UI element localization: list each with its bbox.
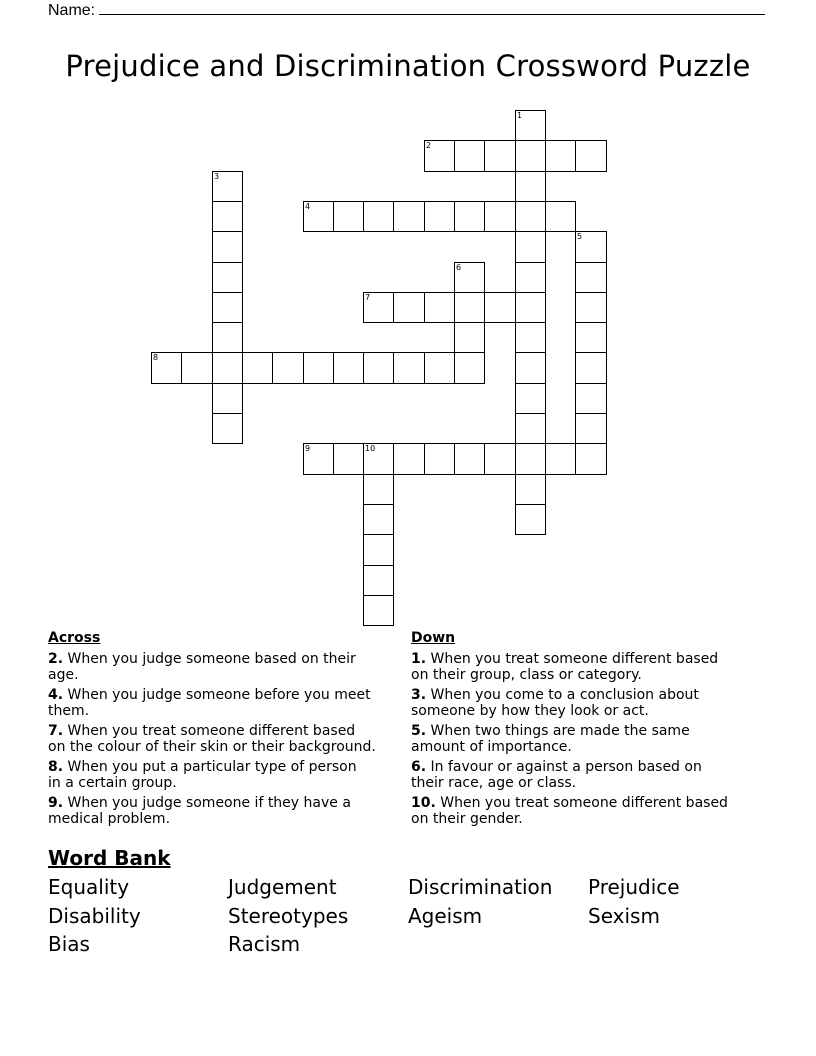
crossword-cell[interactable] — [393, 443, 425, 475]
crossword-cell[interactable] — [424, 140, 455, 172]
crossword-cell[interactable] — [424, 201, 455, 232]
clue-text: them. — [48, 703, 90, 719]
clue-first-line — [411, 759, 771, 775]
clue-text: on their gender. — [411, 811, 523, 827]
clue-label-number: 4. — [48, 687, 64, 703]
crossword-cell[interactable] — [545, 201, 576, 232]
crossword-cell[interactable] — [212, 383, 243, 414]
clue-number: 3 — [214, 172, 220, 181]
crossword-cell[interactable] — [515, 322, 546, 353]
clue-number: 7 — [365, 293, 371, 302]
clue-number: 10 — [365, 444, 376, 453]
crossword-cell[interactable] — [393, 292, 425, 323]
clue-text: When you judge someone based on their — [67, 651, 356, 667]
word-bank-word: Sexism — [588, 903, 660, 928]
crossword-cell[interactable] — [303, 201, 334, 232]
crossword-cell[interactable] — [515, 443, 546, 475]
clue-label-number: 8. — [48, 759, 64, 775]
crossword-cell[interactable] — [515, 352, 546, 384]
crossword-cell[interactable] — [454, 201, 485, 232]
clue-text: their race, age or class. — [411, 775, 577, 791]
crossword-cell[interactable] — [454, 443, 485, 475]
crossword-cell[interactable] — [363, 443, 394, 475]
crossword-cell[interactable] — [515, 140, 546, 172]
crossword-cell[interactable] — [303, 443, 334, 475]
clue-item — [411, 687, 771, 719]
crossword-cell[interactable] — [212, 171, 243, 202]
word-bank-word: Ageism — [408, 903, 483, 928]
crossword-cell[interactable] — [363, 534, 394, 566]
clue-number: 6 — [456, 263, 462, 272]
clue-first-line — [48, 795, 408, 811]
word-bank-word: Judgement — [228, 875, 337, 899]
down-heading: Down — [411, 630, 456, 646]
crossword-cell[interactable] — [212, 231, 243, 263]
crossword-cell[interactable] — [212, 201, 243, 232]
crossword-cell[interactable] — [515, 110, 546, 141]
crossword-cell[interactable] — [363, 595, 394, 626]
crossword-cell[interactable] — [424, 292, 455, 323]
clue-first-line — [411, 723, 771, 739]
crossword-cell[interactable] — [484, 140, 516, 172]
crossword-cell[interactable] — [303, 352, 334, 384]
crossword-cell[interactable] — [393, 201, 425, 232]
clue-first-line — [48, 651, 408, 667]
clue-text: In favour or against a person based on — [430, 759, 702, 775]
crossword-cell[interactable] — [575, 140, 607, 172]
crossword-cell[interactable] — [575, 292, 607, 323]
clue-text: in a certain group. — [48, 775, 177, 791]
crossword-cell[interactable] — [515, 171, 546, 202]
clue-text: When you treat someone different based — [67, 723, 356, 739]
clue-first-line — [411, 651, 771, 667]
crossword-cell[interactable] — [272, 352, 304, 384]
crossword-cell[interactable] — [212, 322, 243, 353]
clue-item — [411, 651, 771, 683]
clue-number: 4 — [305, 202, 311, 211]
word-bank-word: Equality — [48, 875, 130, 899]
clue-item — [48, 651, 408, 683]
clue-first-line — [48, 759, 408, 775]
crossword-cell[interactable] — [363, 474, 394, 505]
crossword-cell[interactable] — [575, 413, 607, 444]
clue-text: amount of importance. — [411, 739, 572, 755]
word-bank-word: Stereotypes — [228, 903, 349, 928]
crossword-cell[interactable] — [242, 352, 273, 384]
clue-first-line — [48, 723, 408, 739]
crossword-cell[interactable] — [212, 413, 243, 444]
clue-label-number: 6. — [411, 759, 427, 775]
clue-item — [48, 687, 408, 719]
crossword-cell[interactable] — [515, 383, 546, 414]
crossword-cell[interactable] — [363, 504, 394, 535]
crossword-cell[interactable] — [454, 262, 485, 293]
crossword-cell[interactable] — [575, 231, 607, 263]
across-clue-list — [48, 651, 408, 827]
clue-label-number: 10. — [411, 795, 436, 811]
page-title: Prejudice and Discrimination Crossword Puzzle — [65, 49, 751, 83]
crossword-cell[interactable] — [515, 292, 546, 323]
crossword-cell[interactable] — [424, 443, 455, 475]
clue-item — [48, 723, 408, 755]
crossword-cell[interactable] — [333, 352, 364, 384]
crossword-cell[interactable] — [212, 352, 243, 384]
clue-label-number: 3. — [411, 687, 427, 703]
crossword-cell[interactable] — [575, 352, 607, 384]
crossword-cell[interactable] — [515, 231, 546, 263]
clue-text: When you judge someone before you meet — [67, 687, 371, 703]
crossword-cell[interactable] — [515, 474, 546, 505]
clue-item — [411, 723, 771, 755]
word-bank-word: Bias — [48, 932, 90, 956]
word-bank-word: Prejudice — [588, 875, 680, 899]
clue-text: When two things are made the same — [430, 723, 690, 739]
crossword-cell[interactable] — [515, 262, 546, 293]
name-field[interactable] — [48, 0, 765, 20]
crossword-cell[interactable] — [575, 322, 607, 353]
clue-item — [411, 795, 771, 827]
clue-number: 1 — [517, 111, 523, 120]
clue-text: medical problem. — [48, 811, 171, 827]
clue-text: on their group, class or category. — [411, 667, 642, 683]
crossword-cell[interactable] — [181, 352, 213, 384]
word-bank-word: Discrimination — [408, 875, 553, 899]
clue-first-line — [411, 795, 771, 811]
crossword-cell[interactable] — [454, 352, 485, 384]
crossword-cell[interactable] — [515, 504, 546, 535]
clue-number: 8 — [153, 353, 159, 362]
clue-label-number: 5. — [411, 723, 427, 739]
clue-text: on the colour of their skin or their background. — [48, 739, 376, 755]
crossword-cell[interactable] — [454, 292, 485, 323]
down-clue-list — [411, 651, 771, 827]
crossword-cell[interactable] — [484, 292, 516, 323]
crossword-cell[interactable] — [454, 140, 485, 172]
across-clues — [48, 630, 408, 831]
word-bank-title: Word Bank — [48, 846, 171, 870]
clue-number: 9 — [305, 444, 311, 453]
crossword-cell[interactable] — [424, 352, 455, 384]
word-bank-word: Racism — [228, 932, 301, 956]
clue-number: 2 — [426, 141, 432, 150]
crossword-cell[interactable] — [393, 352, 425, 384]
clue-text: When you treat someone different based — [430, 651, 719, 667]
clue-text: When you come to a conclusion about — [430, 687, 699, 703]
crossword-cell[interactable] — [363, 201, 394, 232]
name-blank-line[interactable] — [99, 0, 765, 15]
crossword-cell[interactable] — [212, 292, 243, 323]
crossword-cell[interactable] — [575, 383, 607, 414]
clue-text: someone by how they look or act. — [411, 703, 649, 719]
crossword-cell[interactable] — [212, 262, 243, 293]
word-bank — [48, 846, 768, 959]
crossword-cell[interactable] — [545, 140, 576, 172]
crossword-cell[interactable] — [575, 443, 607, 475]
clue-item — [411, 759, 771, 791]
crossword-cell[interactable] — [363, 352, 394, 384]
word-bank-list — [48, 873, 768, 959]
clue-label-number: 1. — [411, 651, 427, 667]
clue-first-line — [48, 687, 408, 703]
clue-number: 5 — [577, 232, 583, 241]
crossword-cell[interactable] — [363, 565, 394, 596]
down-clues — [411, 630, 771, 831]
crossword-cell[interactable] — [484, 443, 516, 475]
clue-label-number: 2. — [48, 651, 64, 667]
clue-text: age. — [48, 667, 79, 683]
crossword-cell[interactable] — [484, 201, 516, 232]
crossword-cell[interactable] — [515, 413, 546, 444]
crossword-cell[interactable] — [333, 201, 364, 232]
clue-label-number: 9. — [48, 795, 64, 811]
crossword-cell[interactable] — [575, 262, 607, 293]
crossword-cell[interactable] — [515, 201, 546, 232]
clue-item — [48, 795, 408, 827]
clue-label-number: 7. — [48, 723, 64, 739]
clue-item — [48, 759, 408, 791]
crossword-cell[interactable] — [545, 443, 576, 475]
crossword-cell[interactable] — [333, 443, 364, 475]
crossword-cell[interactable] — [454, 322, 485, 353]
name-label: Name: — [48, 2, 96, 19]
clue-text: When you treat someone different based — [440, 795, 728, 811]
clue-text: When you put a particular type of person — [67, 759, 357, 775]
clue-first-line — [411, 687, 771, 703]
clue-text: When you judge someone if they have a — [67, 795, 351, 811]
across-heading: Across — [48, 630, 101, 646]
word-bank-word: Disability — [48, 903, 141, 928]
crossword-cell[interactable] — [363, 292, 394, 323]
crossword-cell[interactable] — [151, 352, 182, 384]
